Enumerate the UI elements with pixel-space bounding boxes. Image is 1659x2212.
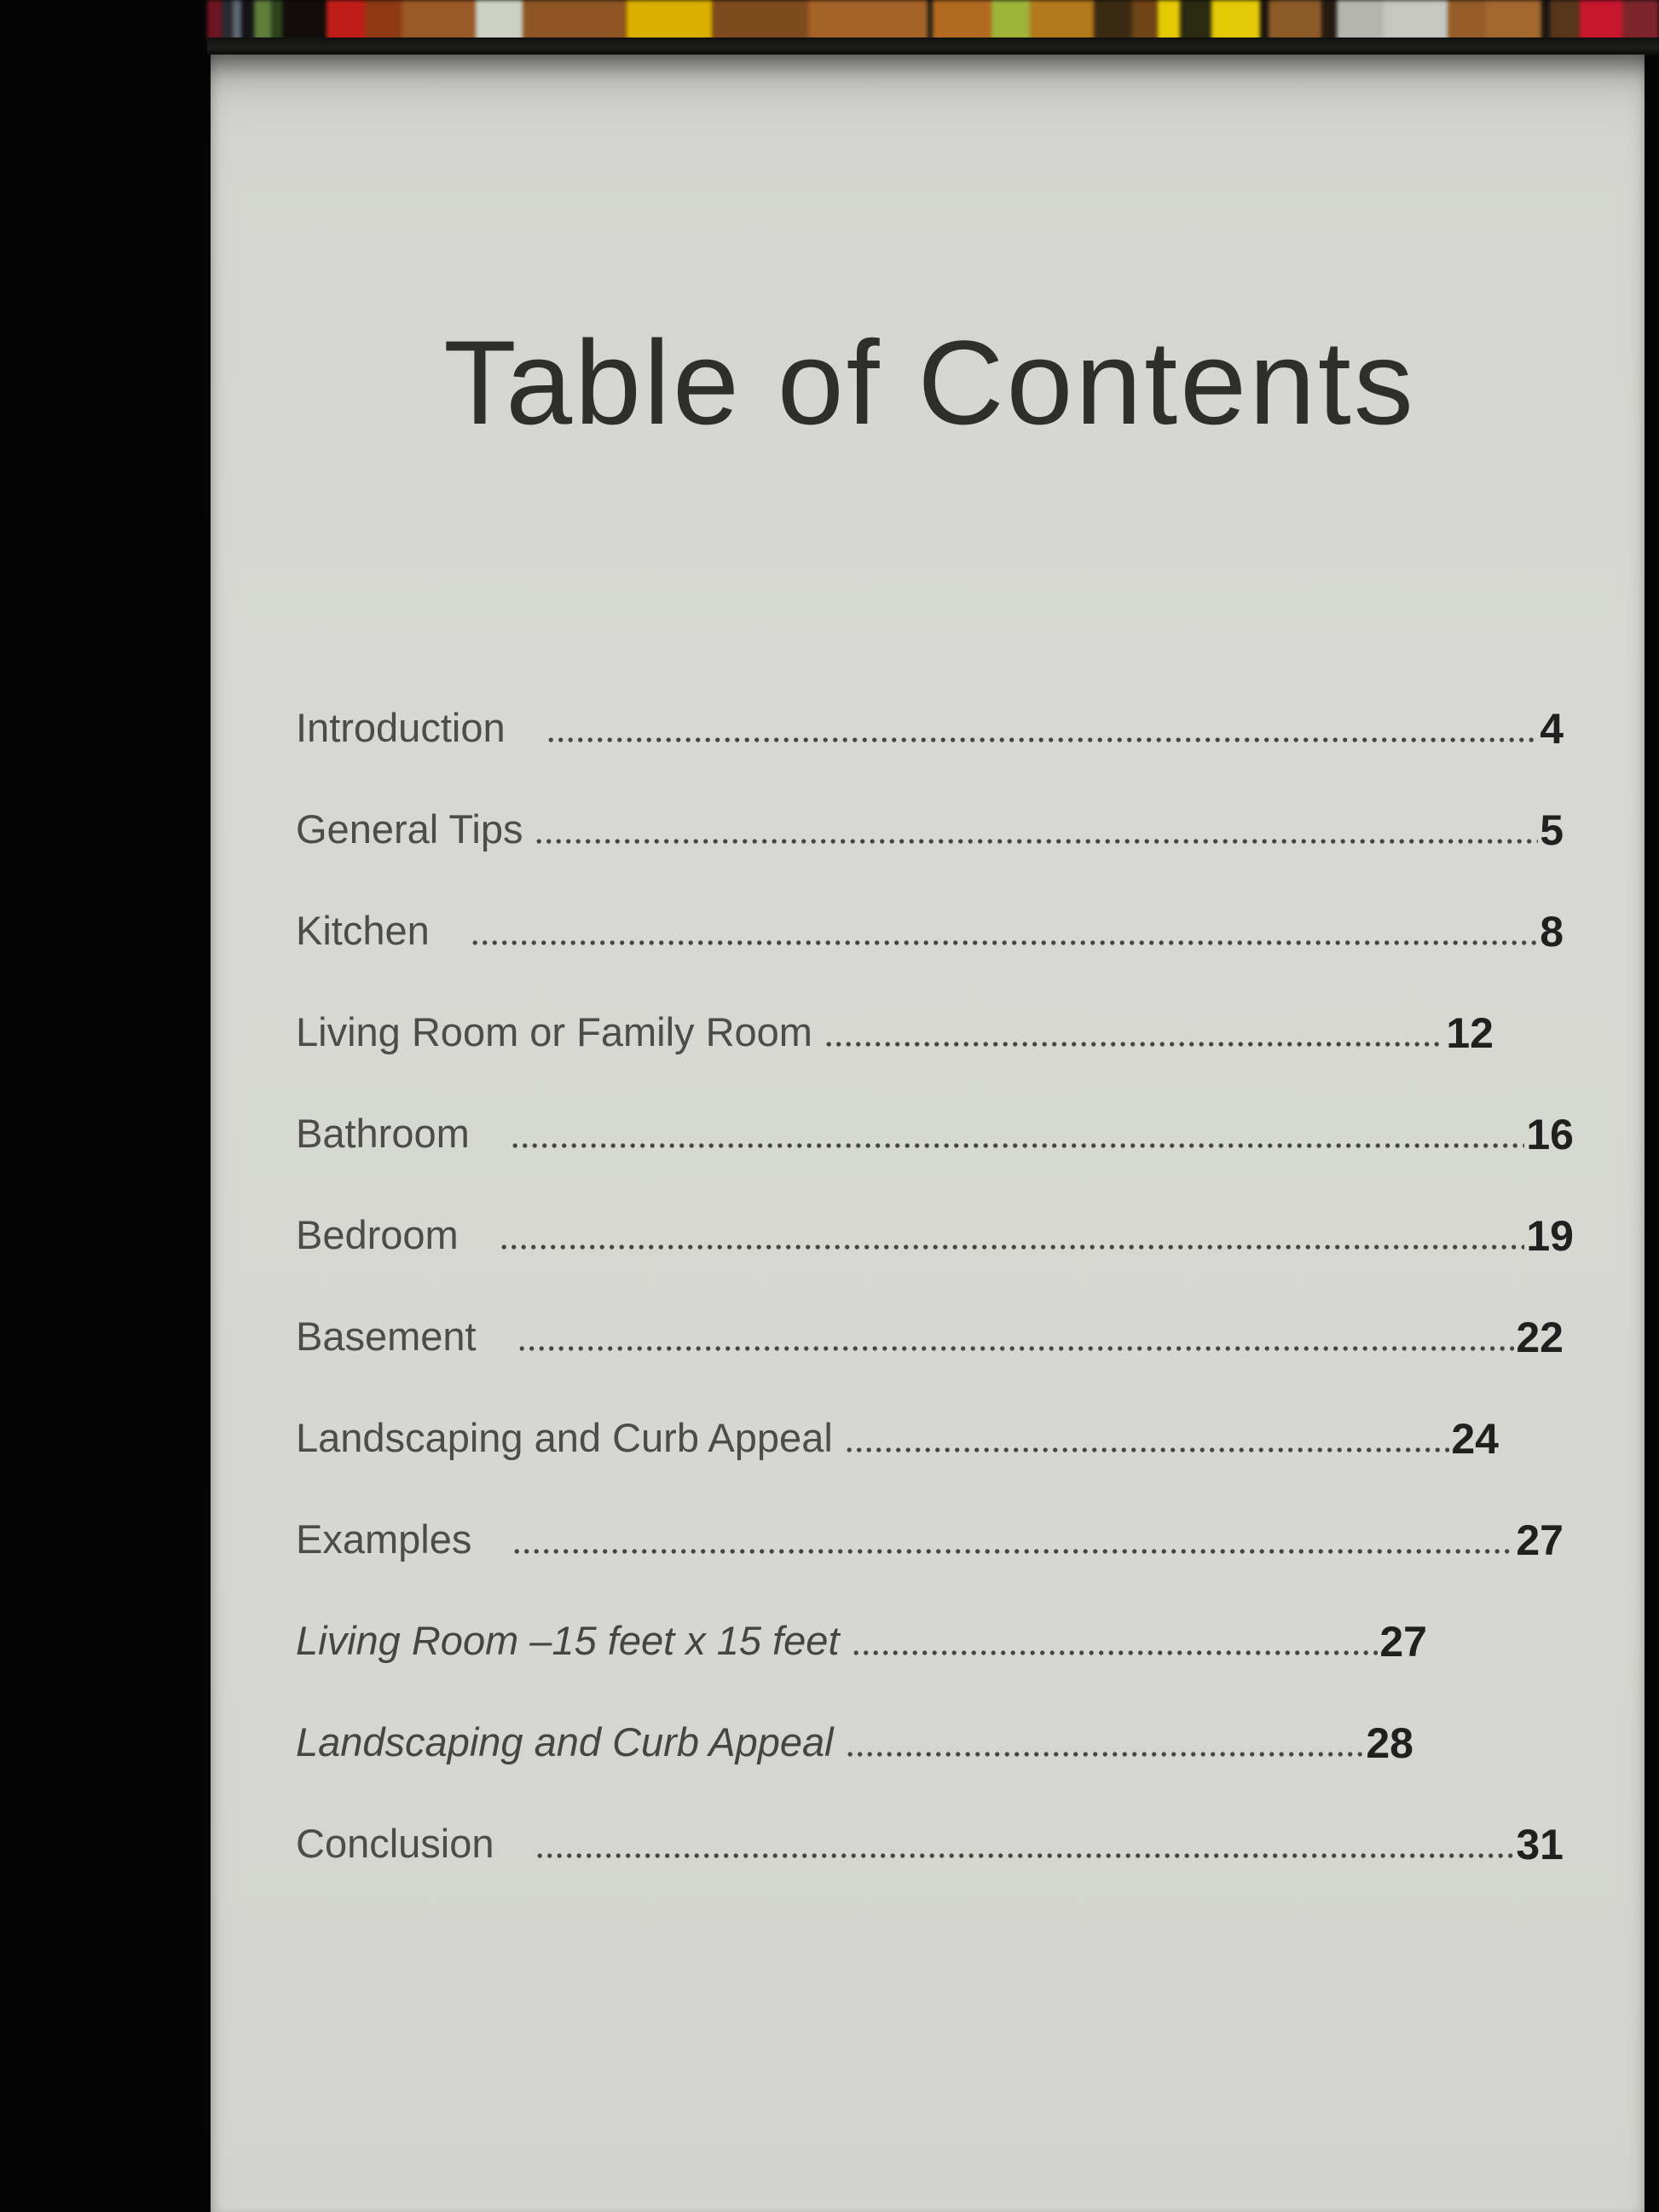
bookshelf-color-block xyxy=(1486,0,1541,41)
bookshelf-color-block xyxy=(1094,0,1132,41)
toc-entry[interactable] xyxy=(296,1278,1564,1379)
dotted-leader xyxy=(519,1343,1515,1354)
bookshelf-color-block xyxy=(1337,0,1384,41)
bookshelf-color-block xyxy=(1541,0,1550,41)
toc-page-number: 24 xyxy=(1451,1415,1499,1463)
toc-entry-label: Bathroom xyxy=(296,1111,470,1157)
dotted-leader xyxy=(847,1445,1450,1455)
toc-entry-label: Examples xyxy=(296,1516,472,1562)
toc-entry[interactable] xyxy=(296,1176,1574,1278)
bookshelf-color-block xyxy=(1158,0,1180,41)
bookshelf-color-block xyxy=(1321,0,1337,41)
toc-page-number: 19 xyxy=(1526,1212,1574,1260)
toc-entry[interactable] xyxy=(296,973,1564,1075)
bookshelf-color-block xyxy=(271,0,282,41)
bookshelf-color-block xyxy=(1132,0,1158,41)
toc-entry-label: General Tips xyxy=(296,806,523,852)
bookshelf-color-block xyxy=(1260,0,1269,41)
toc-entry[interactable] xyxy=(296,771,1564,872)
dotted-leader xyxy=(548,735,1539,745)
toc-page xyxy=(211,55,1645,2212)
toc-entry-label: Landscaping and Curb Appeal xyxy=(296,1719,834,1765)
toc-page-number: 8 xyxy=(1540,908,1564,956)
bookshelf-color-block xyxy=(1030,0,1094,41)
toc-entry-label: Kitchen xyxy=(296,908,430,954)
bookshelf-color-block xyxy=(1211,0,1260,41)
toc-entry-label: Conclusion xyxy=(296,1821,494,1867)
screen-bezel xyxy=(207,38,1659,56)
toc-page-number: 4 xyxy=(1540,705,1564,753)
dotted-leader xyxy=(501,1242,1525,1252)
bookshelf-color-block xyxy=(1448,0,1486,41)
bookshelf-color-block xyxy=(808,0,928,41)
toc-list xyxy=(296,669,1574,1886)
toc-page-number: 31 xyxy=(1516,1821,1564,1868)
toc-page-number: 12 xyxy=(1446,1009,1494,1057)
bookshelf-color-block xyxy=(1269,0,1321,41)
bookshelf-color-block xyxy=(241,0,254,41)
toc-entry[interactable] xyxy=(296,669,1564,771)
toc-entry-label: Bedroom xyxy=(296,1212,459,1258)
dotted-leader xyxy=(847,1749,1365,1759)
bookshelf-color-block xyxy=(207,0,222,41)
bookshelf-color-block xyxy=(933,0,991,41)
toc-entry[interactable] xyxy=(296,1785,1564,1886)
bookshelf-color-block xyxy=(1550,0,1580,41)
toc-page-number: 22 xyxy=(1516,1314,1564,1361)
bookshelf-color-block xyxy=(712,0,808,41)
background-bookshelf-strip xyxy=(207,0,1659,41)
dotted-leader xyxy=(826,1039,1444,1049)
toc-entry-label: Living Room or Family Room xyxy=(296,1009,812,1055)
toc-entry[interactable] xyxy=(296,1379,1564,1481)
bookshelf-color-block xyxy=(365,0,402,41)
bookshelf-color-block xyxy=(1180,0,1211,41)
dotted-leader xyxy=(853,1648,1379,1658)
bookshelf-color-block xyxy=(627,0,712,41)
toc-entry[interactable] xyxy=(296,1684,1564,1785)
bookshelf-color-block xyxy=(991,0,1030,41)
toc-entry-label: Introduction xyxy=(296,705,506,751)
bookshelf-color-block xyxy=(254,0,271,41)
toc-entry-label: Basement xyxy=(296,1314,477,1360)
bookshelf-color-block xyxy=(402,0,476,41)
bookshelf-color-block xyxy=(1580,0,1622,41)
dotted-leader xyxy=(514,1546,1514,1556)
bookshelf-color-block xyxy=(222,0,233,41)
bookshelf-color-block xyxy=(1384,0,1448,41)
toc-entry[interactable] xyxy=(296,1481,1564,1582)
bookshelf-color-block xyxy=(233,0,241,41)
bookshelf-color-block xyxy=(282,0,327,41)
toc-page-number: 27 xyxy=(1516,1516,1564,1564)
toc-page-number: 5 xyxy=(1540,806,1564,854)
dotted-leader xyxy=(537,1851,1515,1861)
toc-page-number: 27 xyxy=(1379,1618,1427,1666)
toc-entry[interactable] xyxy=(296,1075,1574,1176)
dotted-leader xyxy=(512,1141,1525,1151)
toc-page-number: 28 xyxy=(1366,1719,1413,1767)
bookshelf-color-block xyxy=(523,0,627,41)
toc-entry-label: Landscaping and Curb Appeal xyxy=(296,1415,833,1461)
bookshelf-color-block xyxy=(476,0,523,41)
bookshelf-color-block xyxy=(1622,0,1659,41)
toc-entry[interactable] xyxy=(296,1582,1564,1684)
toc-entry-label: Living Room –15 feet x 15 feet xyxy=(296,1618,840,1664)
page-title: Table of Contents xyxy=(443,315,1416,449)
dotted-leader xyxy=(472,938,1538,948)
bookshelf-color-block xyxy=(327,0,365,41)
toc-entry[interactable] xyxy=(296,872,1564,973)
toc-page-number: 16 xyxy=(1526,1111,1574,1158)
dotted-leader xyxy=(536,836,1538,846)
